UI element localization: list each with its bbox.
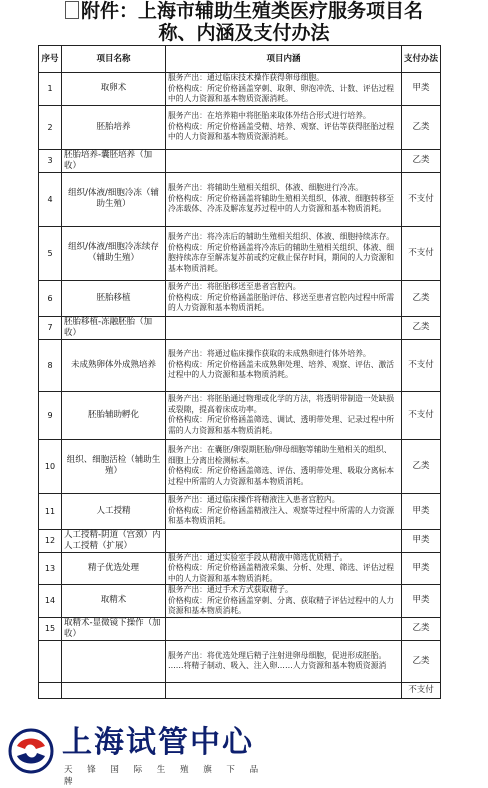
- table-row: [39, 105, 441, 149]
- row-name: [62, 640, 166, 682]
- row-name: 人工授精: [62, 493, 166, 529]
- row-name: 人工授精-阴道（宫颈）内人工授精（扩展）: [62, 529, 166, 552]
- row-name: 胚胎移植: [62, 280, 166, 316]
- row-name: 组织/体液/细胞冷冻（辅助生殖）: [62, 172, 166, 226]
- table-row: [39, 339, 441, 391]
- row-content: 服务产出：将胚胎通过物理或化学的方法，将透明带制造一处缺损或裂隙，提高着床成功率。 价格构成：所定价格涵盖筛选、调试、透明带处理、记录过程中所需的人力资源和基本物质消耗。: [166, 391, 402, 439]
- row-payment: 乙类: [402, 439, 441, 493]
- row-content: 服务产出：在培养箱中将胚胎来取体外结合形式进行培养。 价格构成：所定价格涵盖受精、培养、观察、评估等获得胚胎过程中的人力资源和基本物质资源消耗。: [166, 105, 402, 149]
- row-number: 4: [39, 172, 62, 226]
- row-number: 9: [39, 391, 62, 439]
- row-number: 8: [39, 339, 62, 391]
- row-payment: 乙类: [402, 640, 441, 682]
- row-payment: 乙类: [402, 105, 441, 149]
- watermark-tagline: 天 锋 国 际 生 殖 旗 下 品 牌: [64, 765, 265, 787]
- row-number: 2: [39, 105, 62, 149]
- row-number: 7: [39, 316, 62, 339]
- row-name: 精子优选处理: [62, 552, 166, 585]
- row-name: 取精术: [62, 585, 166, 618]
- row-content: 服务产出：通过临床技术操作获得卵母细胞。 价格构成：所定价格涵盖穿刺、取卵、卵泡冲洗、计数、评估过程中的人力资源和基本物质资源消耗。: [166, 73, 402, 106]
- header-payment: 支付办法: [402, 46, 441, 73]
- table-row: [39, 391, 441, 439]
- table-row: [39, 640, 441, 682]
- row-number: 3: [39, 149, 62, 172]
- row-payment: 不支付: [402, 339, 441, 391]
- row-content: 服务产出：通过实验室手段从精液中筛选优质精子。 价格构成：所定价格涵盖精液采集、分析、处理、筛选、评估过程中的人力资源和基本物质消耗。: [166, 552, 402, 585]
- row-content: 服务产出：将冷冻后的辅助生殖相关组织、体液、细胞持续冻存。 价格构成：所定价格涵盖将冷冻后的辅助生殖相关组织、体液、细胞持续冻存至解冻复苏前或约定截止保存时间，期间的人力资源和基本物质消耗。: [166, 226, 402, 280]
- row-number: 13: [39, 552, 62, 585]
- row-content: [166, 316, 402, 339]
- row-payment: 甲类: [402, 493, 441, 529]
- row-content: 服务产出：在囊胚/卵裂期胚胎/卵母细胞等辅助生殖相关的组织、细胞上分离出检测标本。 价格构成：所定价格涵盖筛选、评估、透明带处理、吸取分离标本过程中所需的人力资源和基本物质消耗。: [166, 439, 402, 493]
- header-content: 项目内涵: [166, 46, 402, 73]
- row-content: 服务产出：通过临床操作将精液注入患者宫腔内。 价格构成：所定价格涵盖精液注入、观察等过程中所需的人力资源和基本物质消耗。: [166, 493, 402, 529]
- row-content: 服务产出：通过手术方式获取精子。 价格构成：所定价格涵盖穿刺、分离、获取精子评估过程中的人力资源和基本物质消耗。: [166, 585, 402, 618]
- table-row: [39, 493, 441, 529]
- row-name: 组织、细胞活检（辅助生殖）: [62, 439, 166, 493]
- row-number: [39, 640, 62, 682]
- row-payment: 不支付: [402, 391, 441, 439]
- row-payment: 乙类: [402, 149, 441, 172]
- row-name: 取精术-显微镜下操作（加收）: [62, 617, 166, 640]
- title-line-2: 称、内涵及支付办法: [158, 22, 330, 44]
- title-line-1: 附件：上海市辅助生殖类医疗服务项目名: [0, 0, 488, 22]
- table-row: [39, 682, 441, 698]
- row-content: [166, 149, 402, 172]
- row-content: 服务产出：将胚胎移送至患者宫腔内。 价格构成：所定价格涵盖胚胎评估、移送至患者宫腔内过程中所需的人力资源和基本物质消耗。: [166, 280, 402, 316]
- row-content: [166, 529, 402, 552]
- row-name: [62, 682, 166, 698]
- row-number: 14: [39, 585, 62, 618]
- services-table: [38, 45, 441, 699]
- row-name: 胚胎辅助孵化: [62, 391, 166, 439]
- row-name: 胚胎培养: [62, 105, 166, 149]
- row-number: 10: [39, 439, 62, 493]
- row-name: 胚胎移植-冻融胚胎（加收）: [62, 316, 166, 339]
- row-payment: 乙类: [402, 617, 441, 640]
- table-row: [39, 585, 441, 618]
- header-no: 序号: [39, 46, 62, 73]
- row-content: [166, 682, 402, 698]
- row-content: 服务产出：将辅助生殖相关组织、体液、细胞进行冷冻。 价格构成：所定价格涵盖将辅助生殖相关组织、体液、细胞转移至冷冻载体、冷冻及解冻复苏过程中的人力资源和基本物质消耗。: [166, 172, 402, 226]
- row-number: 12: [39, 529, 62, 552]
- table-row: [39, 529, 441, 552]
- document-title: [0, 0, 488, 46]
- row-payment: 不支付: [402, 172, 441, 226]
- table-row: [39, 73, 441, 106]
- row-payment: 不支付: [402, 226, 441, 280]
- table-header-row: [39, 46, 441, 73]
- table-row: [39, 316, 441, 339]
- table-row: [39, 617, 441, 640]
- row-number: 1: [39, 73, 62, 106]
- table-row: [39, 172, 441, 226]
- row-payment: 乙类: [402, 280, 441, 316]
- row-content: 服务产出：将通过临床操作获取的未成熟卵进行体外培养。 价格构成：所定价格涵盖未成熟卵处理、培养、观察、评估、激活过程中的人力资源和基本物质消耗。: [166, 339, 402, 391]
- row-payment: 甲类: [402, 73, 441, 106]
- table-row: [39, 149, 441, 172]
- logo-swirl-icon: [8, 728, 54, 774]
- row-name: 取卵术: [62, 73, 166, 106]
- row-name: 未成熟卵体外成熟培养: [62, 339, 166, 391]
- table-row: [39, 439, 441, 493]
- row-payment: 甲类: [402, 585, 441, 618]
- table-row: [39, 226, 441, 280]
- row-number: 11: [39, 493, 62, 529]
- checkbox-glyph-icon: [65, 1, 79, 19]
- row-payment: 乙类: [402, 316, 441, 339]
- row-payment: 甲类: [402, 552, 441, 585]
- watermark-logo: [0, 718, 270, 787]
- header-name: 项目名称: [62, 46, 166, 73]
- row-payment: 甲类: [402, 529, 441, 552]
- watermark-name: 上海试管中心: [62, 725, 254, 760]
- row-payment: 不支付: [402, 682, 441, 698]
- row-number: 6: [39, 280, 62, 316]
- table-body: [39, 73, 441, 699]
- row-content: [166, 617, 402, 640]
- row-number: 15: [39, 617, 62, 640]
- row-number: [39, 682, 62, 698]
- table-row: [39, 552, 441, 585]
- row-content: 服务产出：将优选处理后精子注射进卵母细胞，促进形成胚胎。 ……将精子制动、吸入、注入卵……人力资源和基本物质资源消: [166, 640, 402, 682]
- row-name: 胚胎培养-囊胚培养（加收）: [62, 149, 166, 172]
- table-row: [39, 280, 441, 316]
- row-number: 5: [39, 226, 62, 280]
- row-name: 组织/体液/细胞冷冻续存（辅助生殖）: [62, 226, 166, 280]
